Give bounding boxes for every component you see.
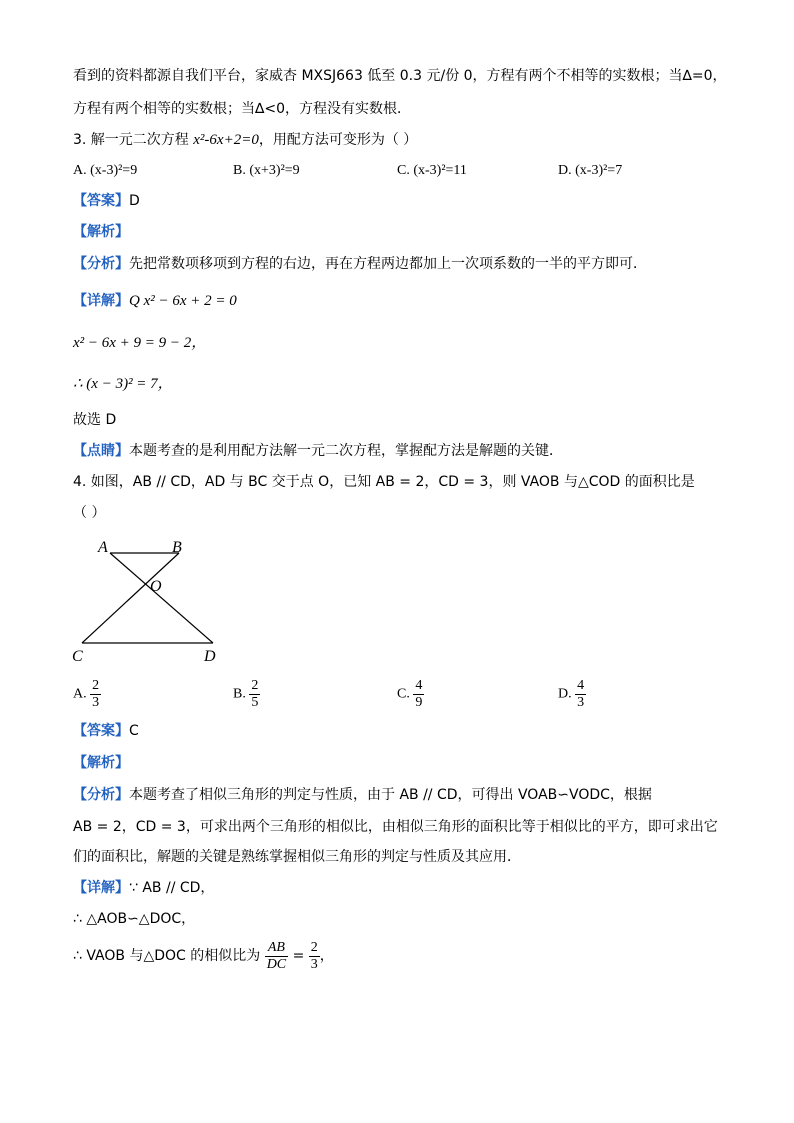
segment-ad <box>110 553 213 643</box>
q4-fenxi-line-3: 们的面积比，解题的关键是熟练掌握相似三角形的判定与性质及其应用． <box>73 849 521 865</box>
q3-stem-pre: 3. 解一元二次方程 <box>73 132 194 148</box>
q3-conclusion: 故选 D <box>73 412 117 428</box>
q3-answer-value: D <box>129 193 140 209</box>
intro-line-1: 看到的资料都源自我们平台，家威杏 MXSJ663 低至 0.3 元/份 0，方程有两个不相等的实数根；当∆=0， <box>73 68 727 84</box>
q4-option-a: A. $\frac{2}{3}$ <box>73 678 100 710</box>
q3-answer <box>73 191 140 211</box>
q4-step-2: ∴ △AOB∽△DOC， <box>73 911 196 927</box>
label-a: A <box>98 539 108 556</box>
q4-analysis-tag: 【解析】 <box>73 755 129 771</box>
q4-option-b: B. $\frac{2}{5}$ <box>233 678 259 710</box>
q3-option-d: D. (x-3)²=7 <box>558 163 623 178</box>
intro-line-2: 方程有两个相等的实数根；当∆<0，方程没有实数根． <box>73 101 412 117</box>
q4-stem-line-1: 4. 如图，AB // CD，AD 与 BC 交于点 O，已知 AB = 2，CD = 3，则 VAOB 与△COD 的面积比是 <box>73 474 695 490</box>
q3-fenxi: 【分析】先把常数项移项到方程的右边，再在方程两边都加上一次项系数的一半的平方即可． <box>73 256 647 272</box>
q4-fenxi-line-2: AB = 2，CD = 3，可求出两个三角形的相似比，由相似三角形的面积比等于相似比的平方，即可求出它 <box>73 819 718 835</box>
q3-step-1: 【详解】Q x² − 6x + 2 = 0 <box>73 293 237 309</box>
label-c: C <box>72 648 83 665</box>
q4-fenxi-line-1: 【分析】本题考查了相似三角形的判定与性质，由于 AB // CD，可得出 VOAB∽VODC，根据 <box>73 787 652 803</box>
q3-option-a: A. (x-3)²=9 <box>73 163 138 178</box>
q3-stem-equation: x²-6x+2=0 <box>193 132 259 148</box>
q3-step-2: x² − 6x + 9 = 9 − 2， <box>73 335 207 351</box>
q4-option-d: D. $\frac{4}{3}$ <box>558 678 585 710</box>
label-d: D <box>204 648 216 665</box>
label-o: O <box>150 578 162 595</box>
q4-stem-line-2: （ ） <box>73 505 106 521</box>
q4-step-1: 【详解】∵ AB // CD， <box>73 880 215 896</box>
q3-stem <box>73 130 417 150</box>
q3-stem-post: ，用配方法可变形为（ ） <box>258 132 418 148</box>
q3-step-3: ∴ (x − 3)² = 7， <box>73 376 173 392</box>
q3-dianjing: 【点睛】本题考查的是利用配方法解一元二次方程，掌握配方法是解题的关键． <box>73 443 563 459</box>
q4-figure <box>66 536 226 666</box>
label-b: B <box>172 539 182 556</box>
q4-step-3: ∴ VAOB 与△DOC 的相似比为 $\frac{AB}{DC}$ = $\frac{2}{3}$ ， <box>73 939 334 972</box>
q3-analysis-tag: 【解析】 <box>73 224 129 240</box>
q4-option-c: C. $\frac{4}{9}$ <box>397 678 423 710</box>
segment-bc <box>82 553 179 643</box>
answer-tag: 【答案】 <box>73 723 129 739</box>
q3-option-b: B. (x+3)²=9 <box>233 163 300 178</box>
answer-tag: 【答案】 <box>73 193 129 209</box>
q4-answer-value: C <box>129 723 139 739</box>
q4-answer <box>73 721 139 741</box>
q3-option-c: C. (x-3)²=11 <box>397 163 467 178</box>
